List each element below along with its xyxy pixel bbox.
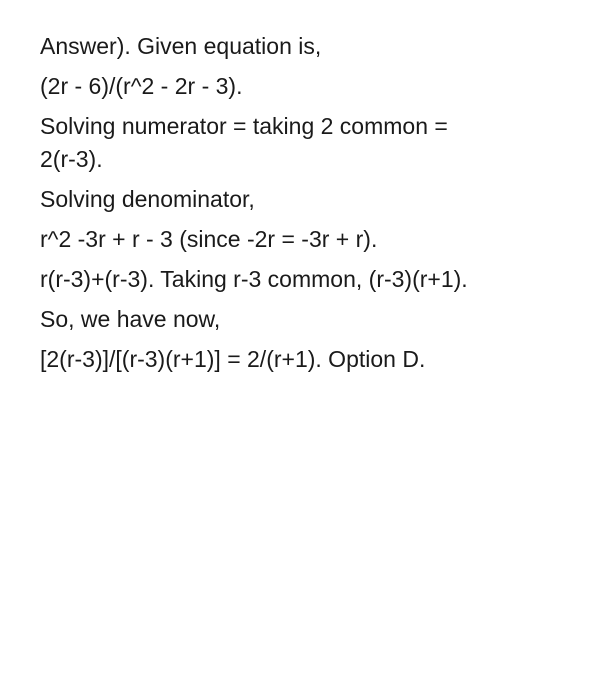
answer-intro-line: Answer). Given equation is,: [40, 33, 322, 59]
numerator-result-line: 2(r-3).: [40, 146, 103, 172]
denominator-split-line: r^2 -3r + r - 3 (since -2r = -3r + r).: [40, 226, 378, 252]
answer-note: [40, 30, 580, 376]
final-answer-line: [2(r-3)]/[(r-3)(r+1)] = 2/(r+1). Option D.: [40, 346, 426, 372]
numerator-step-line: Solving numerator = taking 2 common =: [40, 113, 448, 139]
summary-heading-line: So, we have now,: [40, 306, 221, 332]
given-equation-line: (2r - 6)/(r^2 - 2r - 3).: [40, 73, 243, 99]
denominator-factor-line: r(r-3)+(r-3). Taking r-3 common, (r-3)(r+1).: [40, 266, 468, 292]
denominator-heading-line: Solving denominator,: [40, 186, 255, 212]
